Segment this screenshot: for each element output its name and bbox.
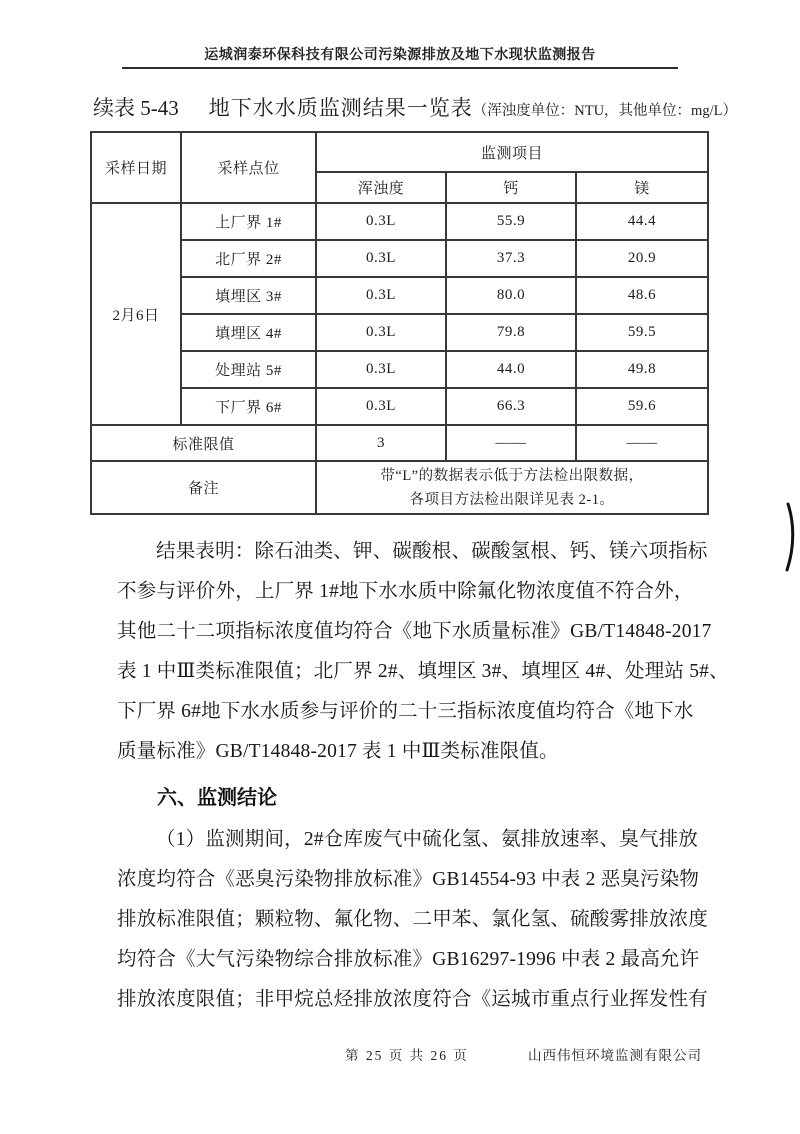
conclusion-paragraph	[117, 820, 709, 1020]
limit-label: 标准限值	[91, 425, 316, 461]
point-cell: 上厂界 1#	[181, 203, 316, 240]
table-unit-note: （浑浊度单位：NTU，其他单位：mg/L）	[472, 103, 737, 119]
result-paragraph	[117, 532, 729, 772]
header-monitor-items: 监测项目	[316, 132, 708, 172]
table-row	[91, 240, 708, 277]
remark-row	[91, 461, 708, 514]
turbidity-cell: 0.3L	[316, 277, 446, 314]
magnesium-cell: 49.8	[576, 351, 708, 388]
table-header-row-1	[91, 132, 708, 172]
calcium-cell: 80.0	[446, 277, 576, 314]
footer-page-number: 第 25 页 共 26 页	[345, 1048, 469, 1063]
paragraph-line: 表 1 中Ⅲ类标准限值；北厂界 2#、填埋区 3#、填埋区 4#、处理站 5#、	[117, 661, 729, 682]
header-calcium: 钙	[446, 172, 576, 203]
turbidity-cell: 0.3L	[316, 240, 446, 277]
magnesium-cell: 44.4	[576, 203, 708, 240]
report-header-title: 运城润泰环保科技有限公司污染源排放及地下水现状监测报告	[204, 48, 596, 63]
table-row	[91, 351, 708, 388]
header-rule	[122, 67, 678, 69]
calcium-cell: 66.3	[446, 388, 576, 425]
scan-pen-mark	[782, 502, 798, 572]
table-row	[91, 203, 708, 240]
paragraph-line: 其他二十二项指标浓度值均符合《地下水质量标准》GB/T14848-2017	[117, 621, 712, 642]
paragraph-line: 结果表明：除石油类、钾、碳酸根、碳酸氢根、钙、镁六项指标	[156, 541, 708, 562]
header-sample-point: 采样点位	[181, 132, 316, 203]
turbidity-cell: 0.3L	[316, 351, 446, 388]
table-row	[91, 277, 708, 314]
limit-turbidity: 3	[316, 425, 446, 461]
paragraph-line: 排放浓度限值；非甲烷总烃排放浓度符合《运城市重点行业挥发性有	[117, 989, 709, 1010]
point-cell: 处理站 5#	[181, 351, 316, 388]
calcium-cell: 79.8	[446, 314, 576, 351]
paragraph-line: 均符合《大气污染物综合排放标准》GB16297-1996 中表 2 最高允许	[117, 949, 700, 970]
sample-date-cell: 2月6日	[91, 203, 181, 425]
table-number: 续表 5-43	[93, 96, 179, 120]
section-heading-conclusion: 六、监测结论	[157, 787, 277, 809]
table-title-text: 地下水水质监测结果一览表	[208, 96, 473, 120]
paragraph-line: 排放标准限值；颗粒物、氟化物、二甲苯、氯化氢、硫酸雾排放浓度	[117, 909, 709, 930]
header-magnesium: 镁	[576, 172, 708, 203]
turbidity-cell: 0.3L	[316, 314, 446, 351]
groundwater-monitoring-table	[90, 131, 709, 515]
point-cell: 北厂界 2#	[181, 240, 316, 277]
table-row	[91, 388, 708, 425]
paragraph-line: （1）监测期间，2#仓库废气中硫化氢、氨排放速率、臭气排放	[156, 829, 699, 850]
remark-content	[316, 461, 708, 514]
paragraph-line: 下厂界 6#地下水水质参与评价的二十三指标浓度值均符合《地下水	[117, 701, 694, 722]
header-turbidity: 浑浊度	[316, 172, 446, 203]
point-cell: 下厂界 6#	[181, 388, 316, 425]
remark-line-2: 各项目方法检出限详见表 2-1。	[409, 491, 615, 508]
remark-line-1: 带“L”的数据表示低于方法检出限数据，	[380, 467, 644, 484]
table-title	[93, 92, 753, 122]
limit-calcium: ——	[446, 425, 576, 461]
table-row	[91, 314, 708, 351]
remark-label: 备注	[91, 461, 316, 514]
point-cell: 填埋区 3#	[181, 277, 316, 314]
calcium-cell: 44.0	[446, 351, 576, 388]
paragraph-line: 质量标准》GB/T14848-2017 表 1 中Ⅲ类标准限值。	[117, 741, 559, 762]
magnesium-cell: 59.6	[576, 388, 708, 425]
calcium-cell: 55.9	[446, 203, 576, 240]
magnesium-cell: 59.5	[576, 314, 708, 351]
magnesium-cell: 48.6	[576, 277, 708, 314]
paragraph-line: 不参与评价外，上厂界 1#地下水水质中除氟化物浓度值不符合外，	[117, 581, 694, 602]
turbidity-cell: 0.3L	[316, 203, 446, 240]
calcium-cell: 37.3	[446, 240, 576, 277]
footer-company-name: 山西伟恒环境监测有限公司	[528, 1048, 702, 1063]
turbidity-cell: 0.3L	[316, 388, 446, 425]
paragraph-line: 浓度均符合《恶臭污染物排放标准》GB14554-93 中表 2 恶臭污染物	[117, 869, 700, 890]
header-sample-date: 采样日期	[91, 132, 181, 203]
point-cell: 填埋区 4#	[181, 314, 316, 351]
limit-row	[91, 425, 708, 461]
limit-magnesium: ——	[576, 425, 708, 461]
magnesium-cell: 20.9	[576, 240, 708, 277]
